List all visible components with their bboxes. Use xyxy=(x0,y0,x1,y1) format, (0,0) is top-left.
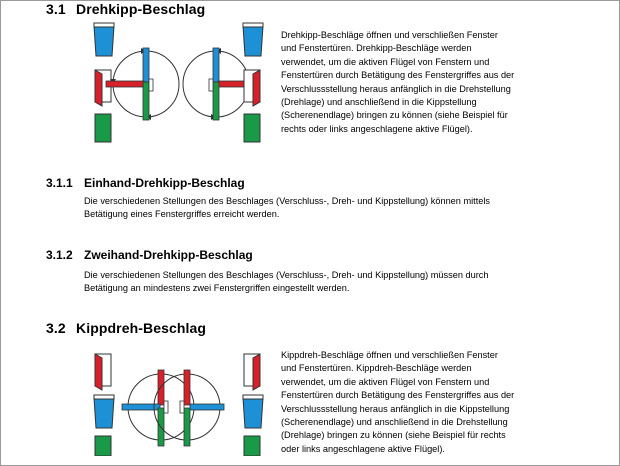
left-turn-icon xyxy=(95,354,111,390)
section-heading-3-2 xyxy=(46,320,206,336)
left-tilt-icon xyxy=(94,395,114,428)
right-turn-icon xyxy=(244,70,260,106)
kippdreh-diagram xyxy=(86,350,286,456)
text-line: Verschlussstellung heraus anfänglich in die Kippstellung xyxy=(281,403,510,414)
section-heading-3-1-1 xyxy=(46,176,245,190)
section-number: 3.1.2 xyxy=(46,248,73,262)
left-closed-icon xyxy=(95,114,111,142)
text-line: verwendet, um die aktiven Flügel von Fenstern und xyxy=(281,376,490,387)
right-closed-icon xyxy=(244,436,260,456)
section-heading-3-1 xyxy=(46,1,205,17)
left-handle-rotation xyxy=(106,48,179,120)
section-3-1-1-text xyxy=(84,195,544,222)
right-turn-icon xyxy=(244,354,260,390)
text-line: Betätigung an mindestens zwei Fenstergriffen eingestellt werden. xyxy=(84,283,350,294)
text-line: Verschlussstellung heraus anfänglich in die Drehstellung xyxy=(281,83,511,94)
text-line: verwendet, um die aktiven Flügel von Fenstern und xyxy=(281,56,490,67)
left-turn-icon xyxy=(95,70,111,106)
right-tilt-icon xyxy=(243,23,263,56)
text-line: Die verschiedenen Stellungen des Beschlages (Verschluss-, Dreh- und Kippstellung) können mittels xyxy=(84,196,491,206)
text-line: rechts oder links angeschlagene aktive Flügel). xyxy=(281,123,473,134)
text-line: und Fenstertüren. Drehkipp-Beschläge werden xyxy=(281,43,472,54)
left-closed-icon xyxy=(95,436,111,456)
text-line: (Drehlage) bringen zu können (siehe Beispiel für rechts xyxy=(281,430,506,441)
section-title: Einhand-Drehkipp-Beschlag xyxy=(84,176,245,190)
drehkipp-diagram xyxy=(86,22,286,152)
text-line: (Scherenendlage) und anschließend in die Drehstellung xyxy=(281,417,508,428)
section-number: 3.1.1 xyxy=(46,176,73,190)
text-line: Fenstertüren durch Betätigung des Fenstergriffes aus der xyxy=(281,70,515,81)
right-closed-icon xyxy=(244,114,260,142)
text-line: oder links angeschlagene aktive Flügel). xyxy=(281,443,445,454)
text-line: Drehkipp-Beschläge öffnen und verschließen Fenster xyxy=(281,30,498,40)
text-line: (Drehlage) und anschließend in die Kippstellung xyxy=(281,97,477,108)
section-heading-3-1-2 xyxy=(46,248,253,262)
section-title: Zweihand-Drehkipp-Beschlag xyxy=(84,248,253,262)
section-title: Drehkipp-Beschlag xyxy=(76,1,206,17)
text-line: Fenstertüren durch Betätigung des Fenstergriffes aus der xyxy=(281,390,515,401)
section-3-1-2-text xyxy=(84,269,544,296)
section-number: 3.1 xyxy=(46,1,66,17)
left-tilt-icon xyxy=(94,23,114,56)
text-line: Betätigung eines Fenstergriffes erreicht werden. xyxy=(84,209,280,220)
text-line: (Scherenendlage) bringen zu können (siehe Beispiel für xyxy=(281,110,508,121)
text-line: Kippdreh-Beschläge öffnen und verschließen Fenster xyxy=(281,350,498,360)
section-3-1-text xyxy=(281,29,553,136)
right-tilt-icon xyxy=(243,395,263,428)
text-line: und Fenstertüren. Kippdreh-Beschläge werden xyxy=(281,363,472,374)
section-number: 3.2 xyxy=(46,320,66,336)
section-title: Kippdreh-Beschlag xyxy=(76,320,207,336)
text-line: Die verschiedenen Stellungen des Beschlages (Verschluss-, Dreh- und Kippstellung) müssen durch xyxy=(84,270,489,280)
section-3-2-text xyxy=(281,349,553,456)
